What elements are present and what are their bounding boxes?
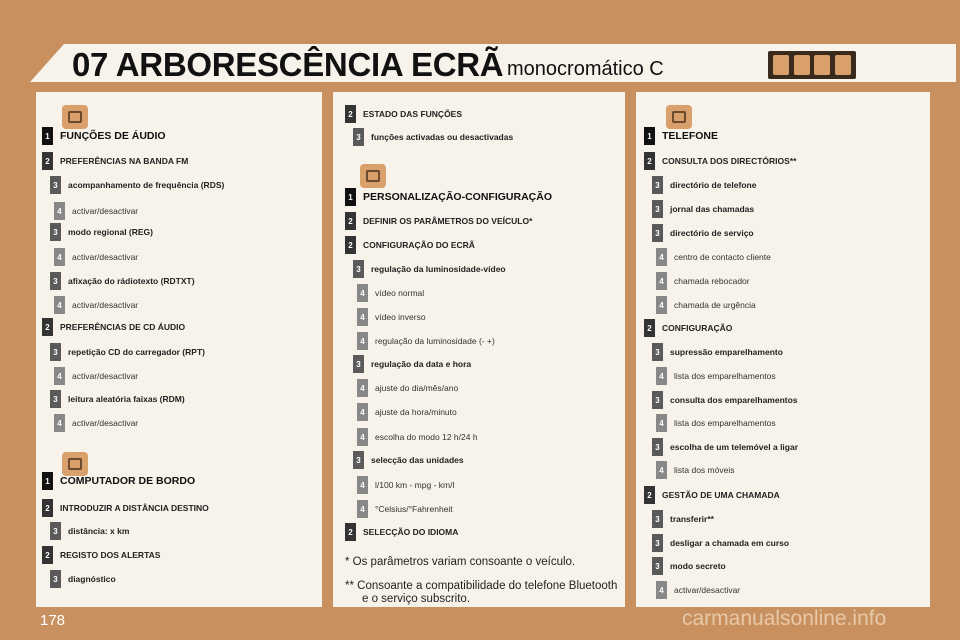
tree-item-label: FUNÇÕES DE ÁUDIO [60, 130, 166, 142]
tree-item-label: jornal das chamadas [670, 204, 755, 214]
tree-item-label: TELEFONE [662, 130, 719, 142]
tree-item-label: ajuste da hora/minuto [375, 407, 457, 417]
tree-item-label: SELECÇÃO DO IDIOMA [363, 527, 459, 537]
tree-item-level-2 [345, 104, 462, 124]
tree-item-label: lista dos emparelhamentos [674, 418, 776, 428]
level-badge: 2 [42, 318, 53, 336]
tree-item-label: directório de telefone [670, 180, 757, 190]
level-badge: 3 [652, 176, 663, 194]
title-icons [768, 51, 856, 79]
level-badge: 4 [357, 476, 368, 494]
level-badge: 4 [656, 581, 667, 599]
tree-item-level-4 [357, 499, 453, 519]
level-badge: 3 [50, 176, 61, 194]
tree-item-label: leitura aleatória faixas (RDM) [68, 394, 185, 404]
tree-item-level-4 [54, 295, 138, 315]
tree-item-level-2 [345, 235, 475, 255]
tree-item-label: centro de contacto cliente [674, 252, 771, 262]
tree-item-level-4 [656, 271, 750, 291]
level-badge: 3 [652, 438, 663, 456]
tree-item-label: activar/desactivar [72, 252, 139, 262]
tree-item-label: ajuste do dia/mês/ano [375, 383, 459, 393]
level-badge: 2 [644, 486, 655, 504]
level-badge: 1 [345, 188, 356, 206]
level-badge: 2 [345, 105, 356, 123]
footnote-vehicle [333, 551, 625, 574]
tree-item-label: directório de serviço [670, 228, 754, 238]
tree-item-label: chamada de urgência [674, 300, 756, 310]
level-badge: 2 [345, 236, 356, 254]
level-badge: 4 [54, 296, 65, 314]
level-badge: 3 [652, 510, 663, 528]
tree-item-level-3 [353, 450, 464, 470]
level-badge: 3 [50, 343, 61, 361]
page-subtitle: monocromático C [507, 58, 664, 80]
tree-item-label: REGISTO DOS ALERTAS [60, 550, 161, 560]
tree-item-label: activar/desactivar [72, 418, 139, 428]
level-badge: 3 [652, 200, 663, 218]
tree-item-level-3 [652, 390, 798, 410]
tree-item-label: selecção das unidades [371, 455, 464, 465]
level-badge: 3 [652, 224, 663, 242]
level-badge: 3 [353, 128, 364, 146]
level-badge: 1 [644, 127, 655, 145]
level-badge: 3 [652, 343, 663, 361]
tree-item-label: regulação da luminosidade-vídeo [371, 264, 506, 274]
tree-item-label: regulação da data e hora [371, 359, 472, 369]
level-badge: 3 [652, 534, 663, 552]
tree-item-level-4 [357, 475, 454, 495]
footnote-bluetooth [333, 576, 625, 607]
level-badge: 4 [656, 414, 667, 432]
level-badge: 3 [652, 391, 663, 409]
tree-item-level-4 [357, 331, 495, 351]
tree-item-level-2 [42, 498, 209, 518]
tree-item-level-4 [357, 378, 458, 398]
level-badge: 4 [656, 461, 667, 479]
settings-icon [835, 55, 851, 75]
level-badge: 2 [644, 319, 655, 337]
level-badge: 3 [353, 451, 364, 469]
tree-item-level-4 [656, 247, 771, 267]
level-badge: 4 [54, 248, 65, 266]
level-badge: 4 [656, 296, 667, 314]
tree-item-level-4 [357, 402, 457, 422]
tree-item-label: transferir** [670, 514, 714, 524]
tree-item-level-3 [652, 223, 754, 243]
tree-item-level-3 [652, 175, 756, 195]
tree-item-level-4 [357, 283, 424, 303]
tree-item-label: supressão emparelhamento [670, 347, 783, 357]
footnote-text: * Os parâmetros variam consoante o veículo. [345, 556, 576, 568]
settings-icon [360, 164, 386, 188]
tree-item-level-3 [652, 437, 798, 457]
page-title: 07 ARBORESCÊNCIA ECRÃ [72, 46, 504, 83]
tree-item-label: activar/desactivar [72, 206, 139, 216]
tree-item-level-4 [54, 413, 138, 433]
tree-item-label: acompanhamento de frequência (RDS) [68, 180, 225, 190]
tree-item-level-3 [353, 354, 471, 374]
level-badge: 4 [357, 428, 368, 446]
tree-item-label: PREFERÊNCIAS NA BANDA FM [60, 156, 189, 166]
tree-item-label: PERSONALIZAÇÃO-CONFIGURAÇÃO [363, 191, 552, 203]
tree-item-level-3 [50, 521, 129, 541]
tree-item-level-3 [50, 389, 185, 409]
level-badge: 3 [50, 390, 61, 408]
level-badge: 4 [357, 284, 368, 302]
tree-item-level-3 [652, 199, 754, 219]
level-badge: 2 [644, 152, 655, 170]
level-badge: 1 [42, 472, 53, 490]
level-badge: 4 [357, 332, 368, 350]
tree-item-label: afixação do rádiotexto (RDTXT) [68, 276, 195, 286]
tree-item-label: l/100 km - mpg - km/l [375, 480, 455, 490]
level-badge: 4 [357, 379, 368, 397]
tree-item-label: DEFINIR OS PARÂMETROS DO VEÍCULO* [363, 216, 533, 226]
level-badge: 2 [345, 523, 356, 541]
level-badge: 3 [50, 570, 61, 588]
level-badge: 4 [54, 414, 65, 432]
level-badge: 4 [656, 272, 667, 290]
tree-item-level-4 [357, 307, 426, 327]
page-number: 178 [40, 612, 66, 629]
tree-item-label: °Celsius/°Fahrenheit [375, 504, 453, 514]
audio-icon [773, 55, 789, 75]
tree-item-label: escolha do modo 12 h/24 h [375, 432, 478, 442]
tree-item-level-1 [42, 126, 166, 146]
tree-item-label: modo secreto [670, 561, 726, 571]
tree-item-level-3 [652, 533, 789, 553]
tree-item-level-2 [644, 485, 780, 505]
level-badge: 4 [656, 248, 667, 266]
tree-item-level-1 [644, 126, 718, 146]
tree-item-label: CONFIGURAÇÃO [662, 323, 733, 333]
tree-item-level-3 [50, 222, 153, 242]
tree-item-level-4 [656, 460, 734, 480]
tree-item-level-2 [42, 545, 160, 565]
tree-item-label: desligar a chamada em curso [670, 538, 790, 548]
tree-item-level-4 [656, 413, 776, 433]
computer-icon [794, 55, 810, 75]
level-badge: 2 [42, 152, 53, 170]
footnote-text: ** Consoante a compatibilidade do telefone Bluetooth [345, 580, 618, 592]
tree-item-label: modo regional (REG) [68, 227, 153, 237]
tree-item-label: activar/desactivar [72, 300, 139, 310]
tree-item-label: vídeo inverso [375, 312, 426, 322]
level-badge: 3 [50, 522, 61, 540]
tree-item-label: activar/desactivar [72, 371, 139, 381]
tree-item-level-4 [357, 427, 478, 447]
tree-item-level-4 [656, 366, 776, 386]
tree-item-level-3 [50, 271, 195, 291]
tree-item-label: ESTADO DAS FUNÇÕES [363, 109, 463, 119]
tree-item-level-1 [345, 187, 552, 207]
tree-item-label: vídeo normal [375, 288, 425, 298]
level-badge: 2 [42, 499, 53, 517]
phone-icon [814, 55, 830, 75]
tree-item-label: CONFIGURAÇÃO DO ECRÃ [363, 240, 475, 250]
tree-item-level-3 [353, 259, 506, 279]
tree-item-level-2 [42, 317, 185, 337]
level-badge: 4 [357, 500, 368, 518]
tree-item-label: repetição CD do carregador (RPT) [68, 347, 205, 357]
tree-item-level-2 [644, 151, 796, 171]
level-badge: 3 [353, 260, 364, 278]
tree-item-level-4 [54, 247, 138, 267]
tree-item-label: diagnóstico [68, 574, 116, 584]
tree-item-label: lista dos emparelhamentos [674, 371, 776, 381]
level-badge: 3 [353, 355, 364, 373]
tree-item-label: escolha de um telemóvel a ligar [670, 442, 799, 452]
tree-item-label: consulta dos emparelhamentos [670, 395, 798, 405]
tree-item-level-4 [656, 295, 756, 315]
tree-item-level-4 [54, 201, 138, 221]
tree-item-level-2 [345, 522, 458, 542]
level-badge: 4 [54, 202, 65, 220]
footnote-text: e o serviço subscrito. [362, 593, 471, 605]
level-badge: 2 [345, 212, 356, 230]
tree-item-level-3 [652, 342, 783, 362]
tree-item-level-3 [652, 556, 726, 576]
tree-item-label: CONSULTA DOS DIRECTÓRIOS** [662, 156, 797, 166]
tree-item-label: INTRODUZIR A DISTÂNCIA DESTINO [60, 503, 209, 513]
tree-item-label: chamada rebocador [674, 276, 750, 286]
tree-item-level-2 [42, 151, 188, 171]
tree-item-label: PREFERÊNCIAS DE CD ÁUDIO [60, 322, 186, 332]
tree-item-level-3 [652, 509, 714, 529]
tree-item-level-2 [345, 211, 532, 231]
tree-item-label: GESTÃO DE UMA CHAMADA [662, 490, 780, 500]
level-badge: 4 [54, 367, 65, 385]
tree-item-label: COMPUTADOR DE BORDO [60, 475, 196, 487]
tree-item-level-3 [353, 127, 513, 147]
tree-item-label: lista dos móveis [674, 465, 735, 475]
tree-item-level-3 [50, 175, 224, 195]
level-badge: 4 [357, 403, 368, 421]
tree-item-level-4 [54, 366, 138, 386]
tree-item-label: regulação da luminosidade (- +) [375, 336, 495, 346]
tree-item-label: funções activadas ou desactivadas [371, 132, 514, 142]
level-badge: 1 [42, 127, 53, 145]
level-badge: 2 [42, 546, 53, 564]
tree-item-label: activar/desactivar [674, 585, 741, 595]
tree-item-level-3 [50, 569, 116, 589]
tree-item-level-4 [656, 580, 740, 600]
level-badge: 3 [652, 557, 663, 575]
tree-item-level-2 [644, 318, 732, 338]
level-badge: 3 [50, 223, 61, 241]
watermark: carmanualsonline.info [682, 607, 887, 630]
level-badge: 3 [50, 272, 61, 290]
level-badge: 4 [656, 367, 667, 385]
tree-item-label: distância: x km [68, 526, 130, 536]
tree-item-level-1 [42, 471, 195, 491]
level-badge: 4 [357, 308, 368, 326]
tree-item-level-3 [50, 342, 205, 362]
